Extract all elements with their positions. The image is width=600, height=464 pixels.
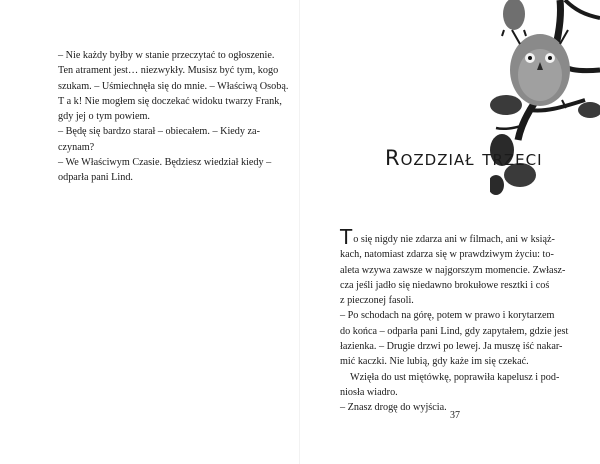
text-line: szukam. – Uśmiechnęła się do mnie. – Właściwą Osobą. xyxy=(58,80,289,92)
text-line: – Znasz drogę do wyjścia. xyxy=(340,402,447,414)
text-line: łazienka. – Drugie drzwi po lewej. Ja muszę iść nakar- xyxy=(340,341,563,353)
right-page-text xyxy=(340,225,569,416)
text-line: kach, natomiast zdarza się w prawdziwym życiu: to- xyxy=(340,249,554,261)
text-line: Ten atrament jest… niezwykły. Musisz być tym, kogo xyxy=(58,65,279,77)
text-line: gdy jej o tym powiem. xyxy=(58,111,150,123)
text-line: o się nigdy nie zdarza ani w filmach, ani w książ- xyxy=(353,234,555,245)
text-line: – Po schodach na górę, potem w prawo i korytarzem xyxy=(340,310,555,322)
text-line: czynam? xyxy=(58,141,95,153)
drop-cap: T xyxy=(340,225,353,249)
page-number: 37 xyxy=(450,410,460,421)
text-line: – Nie każdy byłby w stanie przeczytać to ogłoszenie. xyxy=(58,50,275,61)
text-line: niosła wiadro. xyxy=(340,386,398,398)
chapter-title: Rozdział trzeci xyxy=(385,146,543,170)
text-line: Wzięła do ust miętówkę, poprawiła kapelusz i pod- xyxy=(350,371,560,383)
text-line: z pieczonej fasoli. xyxy=(340,295,414,307)
text-line: cza jeśli jadło się niedawno brokułowe resztki i coś xyxy=(340,279,550,291)
left-page-text xyxy=(58,48,289,186)
first-line xyxy=(340,225,560,249)
text-line: odparła pani Lind. xyxy=(58,172,133,184)
text-line: – We Właściwym Czasie. Będziesz wiedział kiedy – xyxy=(58,157,272,169)
text-line: T a k! Nie mogłem się doczekać widoku twarzy Frank, xyxy=(58,95,282,107)
right-page xyxy=(300,0,600,464)
owl-on-branch-illustration xyxy=(490,0,600,200)
text-line: aleta wzywa zawsze w najgorszym momencie. Zwłasz- xyxy=(340,264,566,276)
text-line: mić kaczki. Nie lubią, gdy każe im się czekać. xyxy=(340,356,529,368)
text-line: – Będę się bardzo starał – obiecałem. – Kiedy za- xyxy=(58,126,260,138)
text-line: do końca – odparła pani Lind, gdy zapytałem, gdzie jest xyxy=(340,325,569,337)
